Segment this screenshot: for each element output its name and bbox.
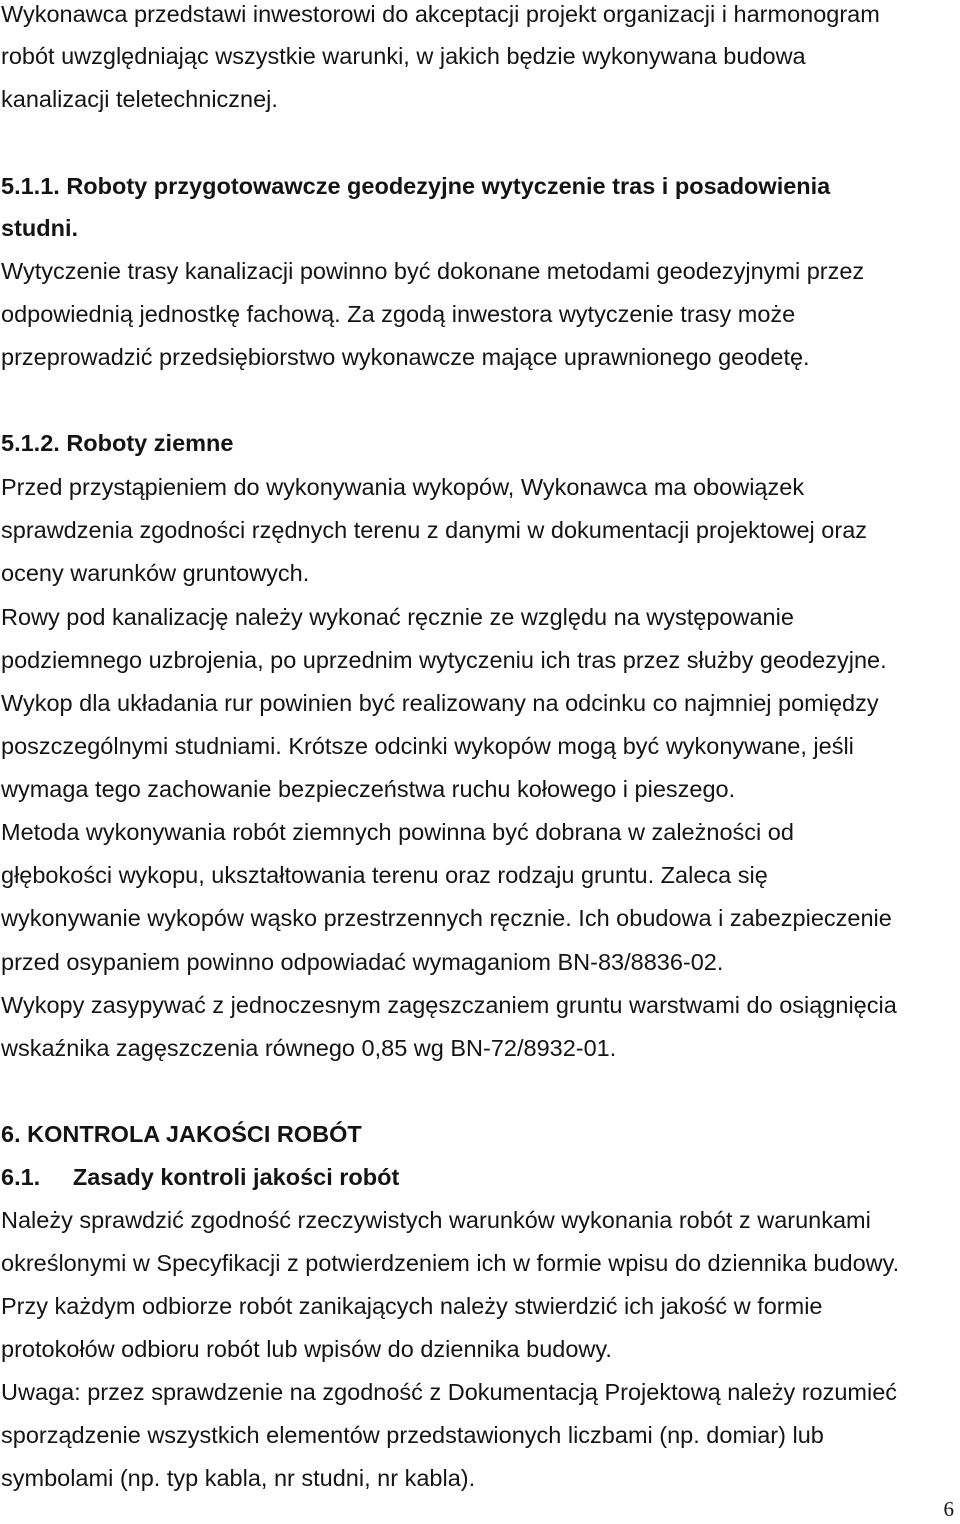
- section-512-body-line-2: sprawdzenia zgodności rzędnych terenu z danymi w dokumentacji projektowej oraz: [1, 517, 868, 543]
- section-61-body-line-5: Uwaga: przez sprawdzenie na zgodność z Dokumentacją Projektową należy rozumieć: [1, 1379, 898, 1405]
- section-6-heading: 6. KONTROLA JAKOŚCI ROBÓT: [1, 1121, 362, 1147]
- section-512-body-line-13: Wykopy zasypywać z jednoczesnym zagęszczaniem gruntu warstwami do osiągnięcia: [1, 992, 897, 1018]
- section-61-body-line-2: określonymi w Specyfikacji z potwierdzeniem ich w formie wpisu do dziennika budowy.: [1, 1250, 900, 1276]
- section-512-body-line-6: Wykop dla układania rur powinien być realizowany na odcinku co najmniej pomiędzy: [1, 690, 879, 716]
- section-512-body-line-7: poszczególnymi studniami. Krótsze odcinki wykopów mogą być wykonywane, jeśli: [1, 733, 854, 759]
- page-number: 6: [943, 1497, 954, 1521]
- intro-line-3: kanalizacji teletechnicznej.: [1, 86, 278, 112]
- section-512-heading: 5.1.2. Roboty ziemne: [1, 430, 234, 456]
- intro-line-1: Wykonawca przedstawi inwestorowi do akceptacji projekt organizacji i harmonogram: [1, 1, 880, 27]
- section-512-body-line-4: Rowy pod kanalizację należy wykonać ręcznie ze względu na występowanie: [1, 604, 794, 630]
- section-512-body-line-14: wskaźnika zagęszczenia równego 0,85 wg BN-72/8932-01.: [1, 1035, 617, 1061]
- section-61-body-line-4: protokołów odbioru robót lub wpisów do dziennika budowy.: [1, 1336, 612, 1362]
- section-511-body-line-3: przeprowadzić przedsiębiorstwo wykonawcze mające uprawnionego geodetę.: [1, 344, 810, 370]
- section-61-heading: 6.1. Zasady kontroli jakości robót: [1, 1164, 400, 1190]
- section-61-body-line-1: Należy sprawdzić zgodność rzeczywistych warunków wykonania robót z warunkami: [1, 1207, 871, 1233]
- section-511-body-line-1: Wytyczenie trasy kanalizacji powinno być dokonane metodami geodezyjnymi przez: [1, 258, 865, 284]
- section-512-body-line-3: oceny warunków gruntowych.: [1, 560, 310, 586]
- section-512-body-line-8: wymaga tego zachowanie bezpieczeństwa ruchu kołowego i pieszego.: [1, 776, 736, 802]
- section-511-body-line-2: odpowiednią jednostkę fachową. Za zgodą inwestora wytyczenie trasy może: [1, 301, 796, 327]
- section-512-body-line-12: przed osypaniem powinno odpowiadać wymaganiom BN-83/8836-02.: [1, 949, 724, 975]
- section-61-body-line-7: symbolami (np. typ kabla, nr studni, nr kabla).: [1, 1465, 476, 1491]
- section-512-body-line-10: głębokości wykopu, ukształtowania terenu oraz rodzaju gruntu. Zaleca się: [1, 862, 768, 888]
- section-512-body-line-5: podziemnego uzbrojenia, po uprzednim wytyczeniu ich tras przez służby geodezyjne.: [1, 647, 887, 673]
- section-512-body-line-1: Przed przystąpieniem do wykonywania wykopów, Wykonawca ma obowiązek: [1, 474, 805, 500]
- section-512-body-line-9: Metoda wykonywania robót ziemnych powinna być dobrana w zależności od: [1, 819, 794, 845]
- section-511-heading-line-2: studni.: [1, 215, 79, 241]
- section-61-body-line-6: sporządzenie wszystkich elementów przedstawionych liczbami (np. domiar) lub: [1, 1422, 824, 1448]
- section-512-body-line-11: wykonywanie wykopów wąsko przestrzennych ręcznie. Ich obudowa i zabezpieczenie: [1, 905, 892, 931]
- section-61-body-line-3: Przy każdym odbiorze robót zanikających należy stwierdzić ich jakość w formie: [1, 1293, 823, 1319]
- intro-line-2: robót uwzględniając wszystkie warunki, w jakich będzie wykonywana budowa: [1, 43, 806, 69]
- section-511-heading-line-1: 5.1.1. Roboty przygotowawcze geodezyjne wytyczenie tras i posadowienia: [1, 173, 831, 199]
